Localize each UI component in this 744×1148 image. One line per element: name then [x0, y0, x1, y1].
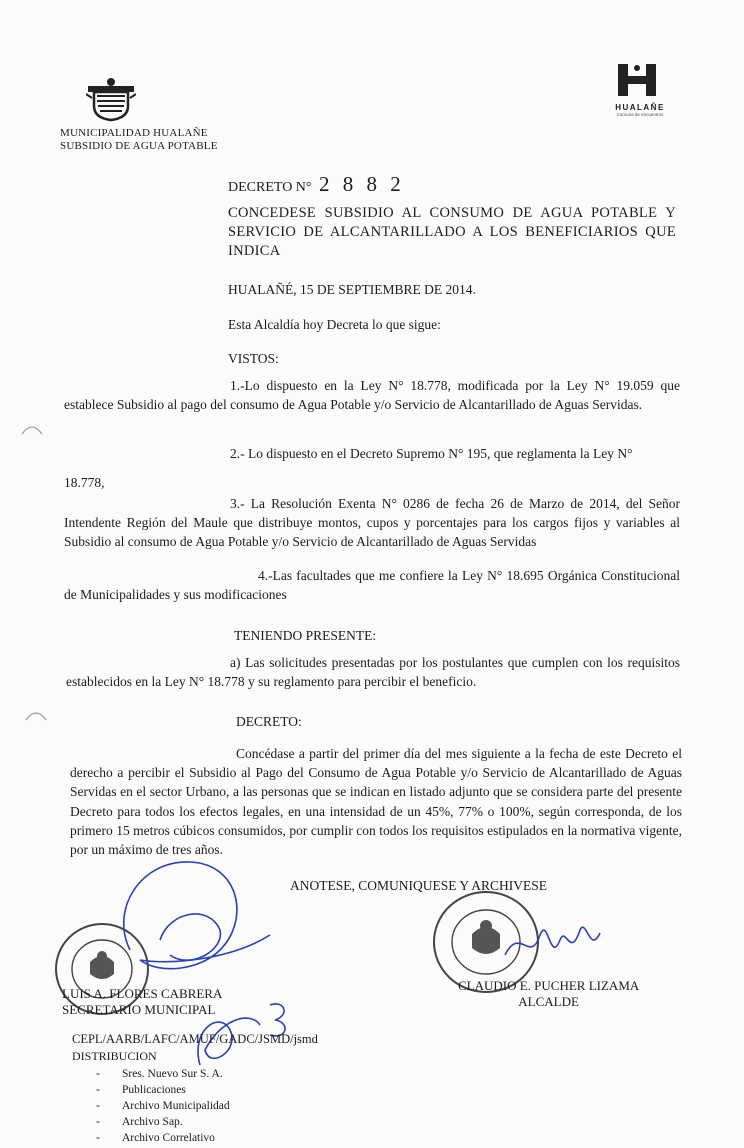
hualane-brand-logo: [612, 62, 668, 117]
municipal-coat-of-arms-icon: [86, 76, 136, 122]
vistos-item-2: [230, 444, 680, 463]
initials-line: CEPL/AARB/LAFC/AMUF/GADC/JSMD/jsmd: [72, 1032, 318, 1046]
vistos-item-3: 3.- La Resolución Exenta N° 0286 de fecha 26 de Marzo de 2014, del Señor Intendente Región del Maule que distribuye montos, cupos y porcentajes para los cargos fijos y variables al Subsidio al consumo de Agua Potable y/o Servicio de Alcantarillado de Aguas Servidas: [64, 496, 680, 549]
vistos-item-2-continuation: 18.778,: [64, 475, 105, 490]
list-item: - Archivo Correlativo: [96, 1130, 230, 1146]
secretary-signature-icon: [100, 850, 280, 1000]
decree-title: [228, 172, 405, 197]
list-item: - Archivo Municipalidad: [96, 1098, 230, 1114]
distribution-list: [96, 1066, 230, 1146]
closing-formula: ANOTESE, COMUNIQUESE Y ARCHIVESE: [290, 878, 548, 893]
municipality-header: [60, 127, 218, 153]
punch-hole-mark-icon: [24, 706, 48, 722]
hualane-h-icon: [612, 62, 668, 98]
secretary-name: LUIS A. FLORES CABRERA: [62, 986, 223, 1001]
teniendo-item-a: a) Las solicitudes presentadas por los postulantes que cumplen con los requisitos establecidos en la Ley N° 18.778 y su reglamento para percibir el beneficio.: [66, 655, 680, 689]
mayor-block: [458, 978, 639, 1010]
brand-name: HUALAÑE: [615, 103, 665, 112]
place-date: HUALAÑÉ, 15 DE SEPTIEMBRE DE 2014.: [228, 282, 476, 297]
list-item: - Sres. Nuevo Sur S. A.: [96, 1066, 230, 1082]
vistos-item-2-line1: 2.- Lo dispuesto en el Decreto Supremo N° 195, que reglamenta la Ley N°: [230, 446, 633, 461]
list-item: - Publicaciones: [96, 1082, 230, 1098]
resolution-body: Concédase a partir del primer día del mes siguiente a la fecha de este Decreto el derecho a percibir el Subsidio al Pago del Consumo de Agua Potable y/o Servicio de Alcantarillado de Aguas Servidas en el sector Urbano, a las personas que se indican en listado adjunto que se considera parte del presente Decreto para todos los efectos legales, en una intensidad de un 45%, 77% o 100%, según corresponda, de los primero 15 metros cúbicos consumidos, por cumplir con todos los requisitos estipulados en la normativa vigente, por un máximo de tres años.: [70, 746, 682, 858]
vistos-item-1: 1.-Lo dispuesto en la Ley N° 18.778, modificada por la Ley N° 19.059 que establece Subsidio al pago del consumo de Agua Potable y/o Servicio de Alcantarillado de Aguas Servidas.: [64, 378, 680, 412]
distribution-heading: DISTRIBUCION: [72, 1049, 157, 1063]
department-name: SUBSIDIO DE AGUA POTABLE: [60, 140, 218, 152]
resolution-heading: DECRETO:: [236, 714, 302, 729]
mayor-name: CLAUDIO E. PUCHER LIZAMA: [458, 978, 640, 993]
mayor-title: ALCALDE: [518, 994, 579, 1009]
decree-label: DECRETO N°: [228, 180, 312, 195]
vistos-heading: VISTOS:: [228, 351, 279, 366]
decree-number: 2 8 8 2: [319, 172, 405, 196]
punch-hole-mark-icon: [20, 420, 44, 436]
list-item: - Archivo Sap.: [96, 1114, 230, 1130]
teniendo-heading: TENIENDO PRESENTE:: [234, 628, 377, 643]
municipality-name: MUNICIPALIDAD HUALAÑE: [60, 127, 208, 139]
decree-intro: Esta Alcaldía hoy Decreta lo que sigue:: [228, 317, 441, 332]
secretary-title: SECRETARIO MUNICIPAL: [62, 1002, 216, 1017]
decree-subject: CONCEDESE SUBSIDIO AL CONSUMO DE AGUA POTABLE Y SERVICIO DE ALCANTARILLADO A LOS BENEFICIARIOS QUE INDICA: [228, 205, 676, 259]
mayor-signature-icon: [500, 905, 620, 975]
vistos-item-4: 4.-Las facultades que me confiere la Ley N° 18.695 Orgánica Constitucional de Municipalidades y sus modificaciones: [64, 568, 680, 602]
secretary-block: [62, 986, 222, 1018]
brand-tagline: Comuna de encuentros: [616, 112, 664, 117]
